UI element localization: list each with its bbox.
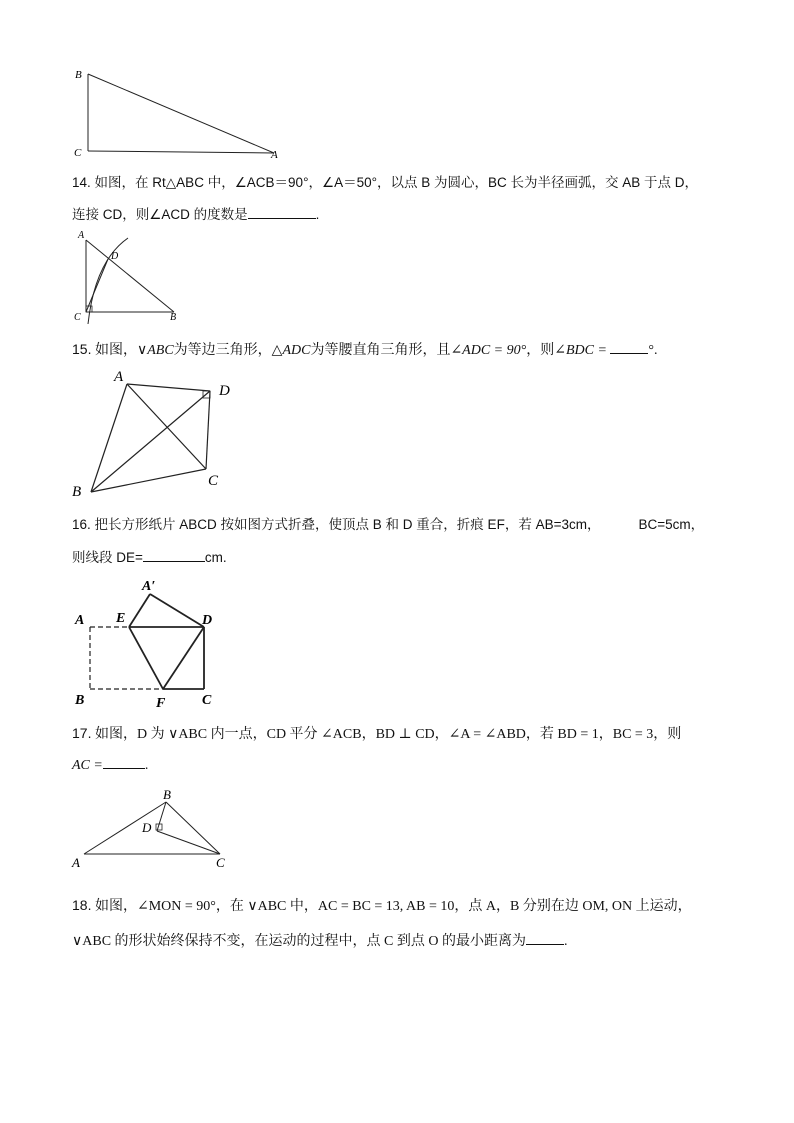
figure-q16 (70, 574, 230, 710)
q17-text-1: 如图，D 为 ∨ABC 内一点，CD 平分 ∠ACB，BD ⊥ CD，∠A = ∠ABD，若 BD = 1，BC = 3，则 (94, 727, 682, 742)
label-C: C (202, 693, 212, 708)
q18-line1 (72, 895, 692, 915)
q14-text-2a: 连接 CD，则∠ACD 的度数是 (72, 207, 248, 222)
q14-text-1: 如图，在 Rt△ABC 中，∠ACB＝90°，∠A＝50°，以点 B 为圆心，BC 长为半径画弧，交 AB 于点 D， (94, 175, 699, 190)
label-A-prime: A′ (142, 579, 156, 594)
q18-line2 (72, 930, 567, 950)
label-A: A (78, 230, 85, 241)
q15-text-a: 如图， (94, 341, 137, 357)
label-B: B (75, 69, 82, 81)
label-C: C (216, 855, 225, 870)
q15-text-c: 为等腰直角三角形，且 (310, 341, 451, 357)
q15-condition: ∠ADC = 90° (450, 343, 527, 358)
label-D: D (219, 383, 230, 399)
q15-line1 (72, 339, 658, 359)
label-B: B (75, 693, 85, 708)
q14-line2 (72, 203, 319, 223)
q15-text-d: ，则 (526, 341, 555, 357)
q17-line1 (72, 723, 681, 743)
q15-number: 15. (72, 341, 92, 357)
q14-answer-blank[interactable] (248, 204, 316, 219)
label-A: A (72, 855, 80, 870)
label-D: D (142, 820, 152, 835)
q17-text-2a: AC = (72, 758, 103, 773)
label-D: D (202, 613, 213, 628)
q16-text-1b: BC=5cm， (638, 517, 705, 532)
q18-text-1: 如图，∠MON = 90°，在 ∨ABC 中，AC = BC = 13, AB = 10，点 A，B 分别在边 OM, ON 上运动， (94, 899, 692, 914)
figure-q13 (70, 62, 290, 162)
label-C: C (208, 473, 219, 489)
label-D: D (111, 251, 119, 262)
q15-ask: ∠BDC = (554, 343, 607, 358)
label-C: C (74, 312, 81, 323)
label-F: F (156, 696, 166, 710)
q18-text-2b: . (563, 934, 568, 949)
label-B: B (170, 312, 177, 323)
q16-text-1a: 把长方形纸片 ABCD 按如图方式折叠，使顶点 B 和 D 重合，折痕 EF，若 AB=3cm， (94, 517, 601, 532)
q17-line2 (72, 754, 148, 774)
label-C: C (74, 147, 82, 159)
q15-text-b: 为等边三角形， (173, 341, 272, 357)
q14-number: 14. (72, 175, 91, 190)
q17-text-2b: . (144, 758, 149, 773)
label-B: B (72, 484, 82, 500)
q14-text-2b: . (315, 207, 320, 222)
label-A: A (75, 613, 85, 628)
q16-text-2b: cm. (204, 550, 227, 565)
q16-answer-blank[interactable] (143, 547, 205, 562)
q15-end: °. (648, 343, 658, 358)
q18-number: 18. (72, 897, 92, 913)
figure-q17 (70, 784, 240, 872)
q16-line1 (72, 513, 704, 533)
label-A: A (114, 369, 124, 385)
label-E: E (116, 611, 126, 626)
q16-number: 16. (72, 517, 91, 532)
q16-line2 (72, 546, 227, 566)
q15-triangle-abc: ∨ABC (136, 343, 174, 358)
label-B: B (163, 787, 171, 802)
q18-answer-blank[interactable] (526, 930, 564, 945)
q16-text-2a: 则线段 DE= (72, 550, 143, 565)
q18-text-2a: ∨ABC 的形状始终保持不变，在运动的过程中，点 C 到点 O 的最小距离为 (72, 934, 526, 949)
q17-number: 17. (72, 725, 92, 741)
q17-answer-blank[interactable] (103, 754, 145, 769)
q15-triangle-adc: △ADC (271, 343, 311, 358)
q14-line1 (72, 171, 698, 191)
figure-q15 (70, 364, 250, 504)
figure-q14 (70, 226, 190, 326)
label-A: A (271, 149, 278, 161)
q15-answer-blank[interactable] (610, 339, 648, 354)
